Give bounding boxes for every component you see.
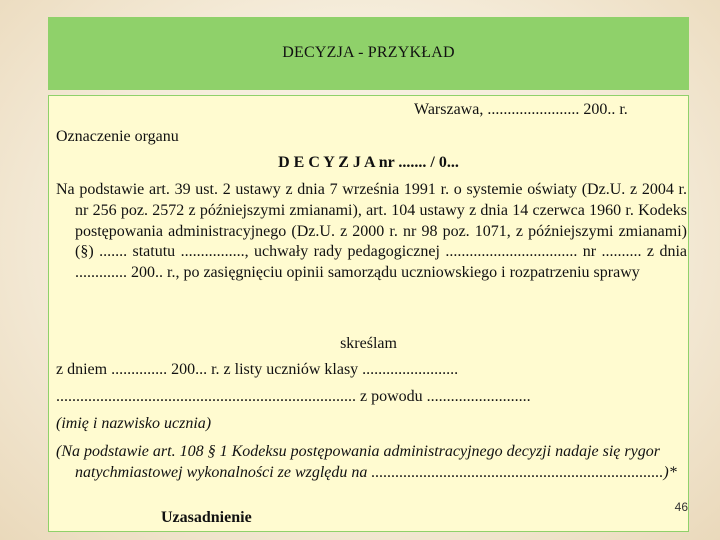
student-name-hint: (imię i nazwisko ucznia) [56,415,212,432]
decision-heading: D E C Y Z J A nr ....... / 0... [278,154,459,171]
date-line: z dniem .............. 200... r. z listy uczniów klasy ........................ [56,361,459,378]
slide-title: DECYZJA - PRZYKŁAD [282,44,455,61]
organ-label: Oznaczenie organu [56,128,179,145]
decision-verb: skreślam [340,335,397,352]
place-date-line: Warszawa, ....................... 200.. r. [414,101,628,118]
legal-basis-paragraph: Na podstawie art. 39 ust. 2 ustawy z dnia 7 września 1991 r. o systemie oświaty (Dz.U. z 2004 r. nr 256 poz. 2572 z późniejszymi zmianami), art. 104 ustawy z dnia 14 czerwca 1960 r. Kodeks postępowania administracyjnego (Dz.U. z 2000 r. nr 98 poz. 1071, z późniejszymi zmianami) (§) ....... statutu ................, uchwały rady pedagogicznej ................................. nr .......... z dnia ............. 200.. r., po zasięgnięciu opinii samorządu uczniowskiego i rozpatrzeniu sprawy [56,181,687,282]
document-body [48,95,689,532]
slide-header [48,17,689,90]
page-number: 46 [674,500,688,514]
justification-heading: Uzasadnienie [161,509,252,526]
reason-line: ........................................................................... z powodu .......................... [56,388,531,405]
enforceability-clause: (Na podstawie art. 108 § 1 Kodeksu postępowania administracyjnego decyzji nadaje się rygor natychmiastowej wykonalności ze względu na .........................................................................)* [56,443,677,481]
